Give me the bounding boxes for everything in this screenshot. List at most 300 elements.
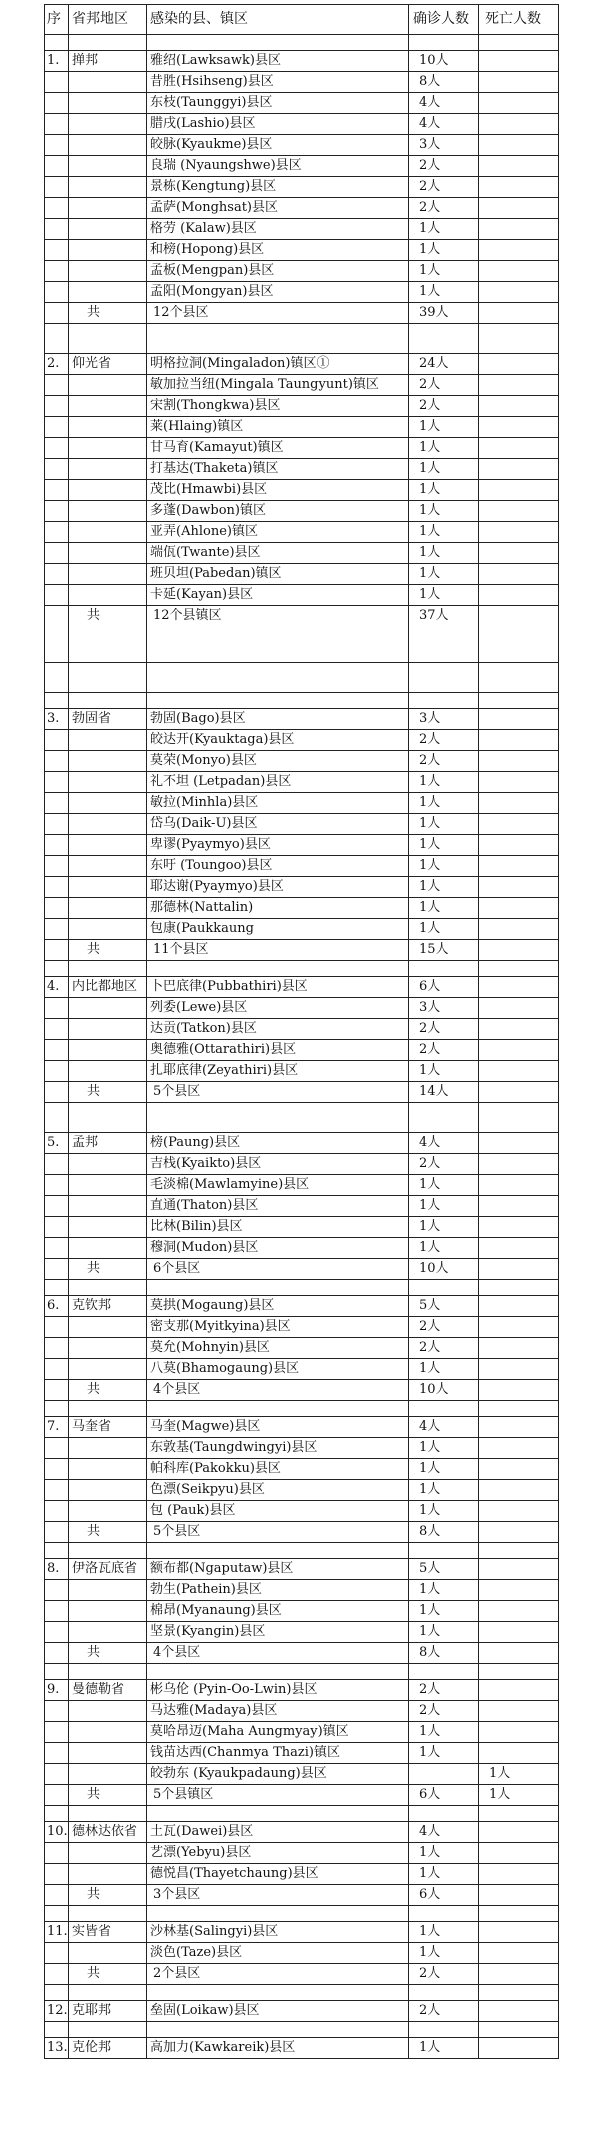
county-name: 敏加拉当纽(Mingala Taungyunt)镇区 (147, 375, 409, 396)
confirmed-count: 1人 (409, 1843, 479, 1864)
confirmed-count: 1人 (409, 1438, 479, 1459)
death-count (479, 1296, 559, 1317)
case-table-sheet (44, 4, 558, 2059)
table-row (45, 354, 559, 375)
county-name: 岱乌(Daik-U)县区 (147, 814, 409, 835)
confirmed-count: 10人 (409, 51, 479, 72)
county-name: 亚弄(Ahlone)镇区 (147, 522, 409, 543)
death-count (479, 261, 559, 282)
death-count (479, 438, 559, 459)
confirmed-count: 2人 (409, 198, 479, 219)
spacer-cell (479, 693, 559, 709)
death-count (479, 751, 559, 772)
region-seq (45, 1743, 69, 1764)
spacer-row (45, 1664, 559, 1680)
table-row (45, 459, 559, 480)
region-name (69, 814, 147, 835)
region-name (69, 1622, 147, 1643)
table-row (45, 93, 559, 114)
county-name: 德悦昌(Thayetchaung)县区 (147, 1864, 409, 1885)
confirmed-count: 1人 (409, 1922, 479, 1943)
region-seq (45, 1359, 69, 1380)
region-seq (45, 1480, 69, 1501)
region-seq (45, 1501, 69, 1522)
table-row (45, 114, 559, 135)
death-count (479, 501, 559, 522)
region-name (69, 1480, 147, 1501)
death-count (479, 282, 559, 303)
region-seq (45, 1701, 69, 1722)
confirmed-count: 1人 (409, 261, 479, 282)
region-seq (45, 856, 69, 877)
confirmed-count: 1人 (409, 1501, 479, 1522)
total-label: 共 (69, 1082, 147, 1103)
region-name (69, 543, 147, 564)
death-count (479, 1680, 559, 1701)
region-seq (45, 459, 69, 480)
region-name (69, 877, 147, 898)
region-name (69, 1722, 147, 1743)
region-name: 实皆省 (69, 1922, 147, 1943)
table-row (45, 198, 559, 219)
county-name: 莫拱(Mogaung)县区 (147, 1296, 409, 1317)
spacer-row (45, 961, 559, 977)
table-row (45, 1843, 559, 1864)
table-row (45, 480, 559, 501)
county-name: 东枝(Taunggyi)县区 (147, 93, 409, 114)
region-name (69, 135, 147, 156)
total-deaths (479, 1380, 559, 1401)
table-row (45, 1438, 559, 1459)
total-confirmed: 2人 (409, 1964, 479, 1985)
spacer-cell (479, 1103, 559, 1133)
county-name: 垒固(Loikaw)县区 (147, 2001, 409, 2022)
region-name (69, 751, 147, 772)
total-row (45, 1259, 559, 1280)
confirmed-count (409, 1764, 479, 1785)
confirmed-count: 2人 (409, 2001, 479, 2022)
region-seq: 3. (45, 709, 69, 730)
confirmed-count: 3人 (409, 709, 479, 730)
death-count (479, 522, 559, 543)
total-confirmed: 8人 (409, 1643, 479, 1664)
table-row (45, 240, 559, 261)
spacer-cell (147, 1664, 409, 1680)
county-name: 土瓦(Dawei)县区 (147, 1822, 409, 1843)
table-row (45, 585, 559, 606)
death-count (479, 1501, 559, 1522)
region-name (69, 919, 147, 940)
spacer-cell (45, 961, 69, 977)
death-count (479, 1922, 559, 1943)
total-label: 共 (69, 940, 147, 961)
region-seq (45, 198, 69, 219)
region-name (69, 1601, 147, 1622)
county-name: 棉昂(Myanaung)县区 (147, 1601, 409, 1622)
region-seq (45, 177, 69, 198)
total-seq (45, 1964, 69, 1985)
region-seq: 9. (45, 1680, 69, 1701)
confirmed-count: 2人 (409, 751, 479, 772)
spacer-row (45, 1906, 559, 1922)
spacer-cell (69, 693, 147, 709)
spacer-cell (69, 1664, 147, 1680)
region-seq (45, 1622, 69, 1643)
region-seq: 5. (45, 1133, 69, 1154)
region-seq (45, 1943, 69, 1964)
county-name: 孟板(Mengpan)县区 (147, 261, 409, 282)
total-confirmed: 39人 (409, 303, 479, 324)
region-name (69, 114, 147, 135)
county-name: 毛淡棉(Mawlamyine)县区 (147, 1175, 409, 1196)
total-confirmed: 10人 (409, 1259, 479, 1280)
region-seq (45, 417, 69, 438)
table-row (45, 72, 559, 93)
spacer-cell (69, 35, 147, 51)
region-name: 克伦邦 (69, 2038, 147, 2059)
table-row (45, 919, 559, 940)
confirmed-count: 4人 (409, 1417, 479, 1438)
table-row (45, 856, 559, 877)
spacer-row (45, 324, 559, 354)
table-row (45, 261, 559, 282)
region-name (69, 772, 147, 793)
death-count (479, 998, 559, 1019)
region-name (69, 1154, 147, 1175)
table-row (45, 1559, 559, 1580)
total-label: 共 (69, 606, 147, 663)
table-row (45, 1622, 559, 1643)
region-name (69, 177, 147, 198)
spacer-cell (69, 1401, 147, 1417)
confirmed-count: 3人 (409, 135, 479, 156)
confirmed-count: 4人 (409, 93, 479, 114)
total-row (45, 1522, 559, 1543)
table-row (45, 1196, 559, 1217)
death-count (479, 793, 559, 814)
table-row (45, 1864, 559, 1885)
spacer-cell (409, 1280, 479, 1296)
spacer-cell (69, 1543, 147, 1559)
region-name (69, 375, 147, 396)
confirmed-count: 1人 (409, 835, 479, 856)
county-name: 皎脉(Kyaukme)县区 (147, 135, 409, 156)
county-name: 扎耶底律(Zeyathiri)县区 (147, 1061, 409, 1082)
region-seq (45, 585, 69, 606)
spacer-cell (147, 1280, 409, 1296)
county-name: 直通(Thaton)县区 (147, 1196, 409, 1217)
spacer-cell (409, 1906, 479, 1922)
table-row (45, 1154, 559, 1175)
total-deaths (479, 1885, 559, 1906)
header-seq: 序 (45, 5, 69, 35)
table-row (45, 751, 559, 772)
total-deaths (479, 1522, 559, 1543)
region-name (69, 1175, 147, 1196)
county-name: 孟阳(Mongyan)县区 (147, 282, 409, 303)
county-name: 卡延(Kayan)县区 (147, 585, 409, 606)
county-name: 耶达谢(Pyaymyo)县区 (147, 877, 409, 898)
region-name (69, 1061, 147, 1082)
region-name (69, 240, 147, 261)
death-count (479, 459, 559, 480)
total-counties: 5个县镇区 (147, 1785, 409, 1806)
region-seq (45, 877, 69, 898)
region-name: 勃固省 (69, 709, 147, 730)
total-confirmed: 6人 (409, 1785, 479, 1806)
death-count (479, 709, 559, 730)
county-name: 包康(Paukkaung (147, 919, 409, 940)
table-row (45, 709, 559, 730)
table-row (45, 1922, 559, 1943)
table-row (45, 730, 559, 751)
spacer-cell (409, 1103, 479, 1133)
total-counties: 3个县区 (147, 1885, 409, 1906)
table-row (45, 156, 559, 177)
county-name: 甘马育(Kamayut)镇区 (147, 438, 409, 459)
spacer-cell (147, 693, 409, 709)
death-count (479, 1359, 559, 1380)
confirmed-count: 1人 (409, 919, 479, 940)
table-row (45, 501, 559, 522)
confirmed-count: 1人 (409, 501, 479, 522)
death-count (479, 1154, 559, 1175)
region-name (69, 396, 147, 417)
spacer-cell (479, 1906, 559, 1922)
total-seq (45, 1522, 69, 1543)
death-count (479, 1019, 559, 1040)
total-label: 共 (69, 1964, 147, 1985)
death-count (479, 1480, 559, 1501)
confirmed-count: 1人 (409, 1175, 479, 1196)
confirmed-count: 2人 (409, 1019, 479, 1040)
header-confirmed: 确诊人数 (409, 5, 479, 35)
county-name: 昔胜(Hsihseng)县区 (147, 72, 409, 93)
total-deaths (479, 1643, 559, 1664)
table-row (45, 1701, 559, 1722)
county-name: 莫允(Mohnyin)县区 (147, 1338, 409, 1359)
death-count (479, 93, 559, 114)
spacer-cell (479, 1806, 559, 1822)
region-name (69, 261, 147, 282)
county-name: 坚景(Kyangin)县区 (147, 1622, 409, 1643)
region-seq (45, 1580, 69, 1601)
death-count (479, 72, 559, 93)
total-seq (45, 1785, 69, 1806)
spacer-cell (45, 1664, 69, 1680)
spacer-cell (45, 1280, 69, 1296)
death-count (479, 730, 559, 751)
county-name: 敏拉(Minhla)县区 (147, 793, 409, 814)
region-seq (45, 396, 69, 417)
confirmed-count: 1人 (409, 522, 479, 543)
spacer-cell (479, 1664, 559, 1680)
county-name: 钱苗达西(Chanmya Thazi)镇区 (147, 1743, 409, 1764)
confirmed-count: 1人 (409, 793, 479, 814)
death-count (479, 2038, 559, 2059)
spacer-row (45, 663, 559, 693)
region-seq (45, 772, 69, 793)
death-count (479, 877, 559, 898)
total-confirmed: 15人 (409, 940, 479, 961)
spacer-cell (69, 961, 147, 977)
total-row (45, 1380, 559, 1401)
total-counties: 5个县区 (147, 1522, 409, 1543)
death-count (479, 354, 559, 375)
total-confirmed: 14人 (409, 1082, 479, 1103)
region-seq: 1. (45, 51, 69, 72)
total-deaths (479, 1964, 559, 1985)
table-row (45, 877, 559, 898)
table-row (45, 1417, 559, 1438)
region-seq: 8. (45, 1559, 69, 1580)
county-name: 穆洞(Mudon)县区 (147, 1238, 409, 1259)
death-count (479, 198, 559, 219)
region-name (69, 1701, 147, 1722)
region-name (69, 522, 147, 543)
region-name (69, 1438, 147, 1459)
confirmed-count: 1人 (409, 1622, 479, 1643)
region-seq: 6. (45, 1296, 69, 1317)
region-name (69, 93, 147, 114)
confirmed-count: 2人 (409, 1040, 479, 1061)
region-name (69, 72, 147, 93)
county-name: 彬乌伦 (Pyin-Oo-Lwin)县区 (147, 1680, 409, 1701)
total-seq (45, 1380, 69, 1401)
region-seq (45, 480, 69, 501)
death-count (479, 480, 559, 501)
county-name: 多蓬(Dawbon)镇区 (147, 501, 409, 522)
county-name: 勃固(Bago)县区 (147, 709, 409, 730)
total-counties: 2个县区 (147, 1964, 409, 1985)
confirmed-count: 6人 (409, 977, 479, 998)
death-count (479, 1580, 559, 1601)
table-row (45, 1580, 559, 1601)
region-name (69, 835, 147, 856)
death-count (479, 1040, 559, 1061)
table-row (45, 1501, 559, 1522)
total-counties: 6个县区 (147, 1259, 409, 1280)
spacer-cell (479, 1280, 559, 1296)
death-count (479, 1175, 559, 1196)
death-count (479, 564, 559, 585)
region-seq (45, 1040, 69, 1061)
total-seq (45, 606, 69, 663)
confirmed-count: 1人 (409, 1217, 479, 1238)
total-deaths (479, 303, 559, 324)
death-count (479, 585, 559, 606)
death-count (479, 856, 559, 877)
region-name (69, 1196, 147, 1217)
header-deaths: 死亡人数 (479, 5, 559, 35)
total-deaths (479, 1082, 559, 1103)
region-name (69, 1459, 147, 1480)
region-name (69, 1501, 147, 1522)
spacer-cell (147, 663, 409, 693)
spacer-cell (409, 693, 479, 709)
confirmed-count: 1人 (409, 543, 479, 564)
table-row (45, 1822, 559, 1843)
confirmed-count: 1人 (409, 1359, 479, 1380)
county-name: 马奎(Magwe)县区 (147, 1417, 409, 1438)
region-name (69, 438, 147, 459)
table-row (45, 977, 559, 998)
table-row (45, 1061, 559, 1082)
confirmed-count: 1人 (409, 1480, 479, 1501)
total-seq (45, 303, 69, 324)
death-count (479, 219, 559, 240)
confirmed-count: 1人 (409, 856, 479, 877)
spacer-row (45, 1806, 559, 1822)
region-name: 仰光省 (69, 354, 147, 375)
death-count (479, 1864, 559, 1885)
county-name: 东敦基(Taungdwingyi)县区 (147, 1438, 409, 1459)
death-count (479, 177, 559, 198)
county-name: 密支那(Myitkyina)县区 (147, 1317, 409, 1338)
confirmed-count: 2人 (409, 1338, 479, 1359)
total-label: 共 (69, 1785, 147, 1806)
total-confirmed: 8人 (409, 1522, 479, 1543)
confirmed-count: 5人 (409, 1559, 479, 1580)
region-seq: 11. (45, 1922, 69, 1943)
county-name: 东吁 (Toungoo)县区 (147, 856, 409, 877)
spacer-cell (45, 1985, 69, 2001)
death-count (479, 1559, 559, 1580)
total-label: 共 (69, 1380, 147, 1401)
confirmed-count: 1人 (409, 898, 479, 919)
confirmed-count: 1人 (409, 480, 479, 501)
county-name: 吉栈(Kyaikto)县区 (147, 1154, 409, 1175)
table-row (45, 1019, 559, 1040)
region-name (69, 417, 147, 438)
region-seq (45, 793, 69, 814)
confirmed-count: 4人 (409, 114, 479, 135)
spacer-cell (409, 1664, 479, 1680)
table-row (45, 375, 559, 396)
region-name: 内比都地区 (69, 977, 147, 998)
region-name (69, 564, 147, 585)
table-row (45, 1040, 559, 1061)
confirmed-count: 2人 (409, 156, 479, 177)
spacer-cell (479, 1401, 559, 1417)
spacer-cell (409, 35, 479, 51)
spacer-cell (69, 1103, 147, 1133)
region-seq (45, 114, 69, 135)
confirmed-count: 1人 (409, 1196, 479, 1217)
table-row (45, 814, 559, 835)
county-name: 帕科库(Pakokku)县区 (147, 1459, 409, 1480)
death-count (479, 543, 559, 564)
region-seq: 7. (45, 1417, 69, 1438)
region-seq (45, 1338, 69, 1359)
total-seq (45, 1259, 69, 1280)
death-count (479, 1417, 559, 1438)
death-count (479, 51, 559, 72)
region-name (69, 459, 147, 480)
region-seq (45, 93, 69, 114)
total-counties: 11个县区 (147, 940, 409, 961)
confirmed-count: 1人 (409, 1580, 479, 1601)
spacer-cell (45, 1401, 69, 1417)
county-name: 格劳 (Kalaw)县区 (147, 219, 409, 240)
region-seq (45, 898, 69, 919)
spacer-cell (409, 1985, 479, 2001)
spacer-cell (45, 1543, 69, 1559)
spacer-cell (147, 35, 409, 51)
spacer-cell (69, 324, 147, 354)
spacer-cell (147, 2022, 409, 2038)
county-name: 礼不坦 (Letpadan)县区 (147, 772, 409, 793)
